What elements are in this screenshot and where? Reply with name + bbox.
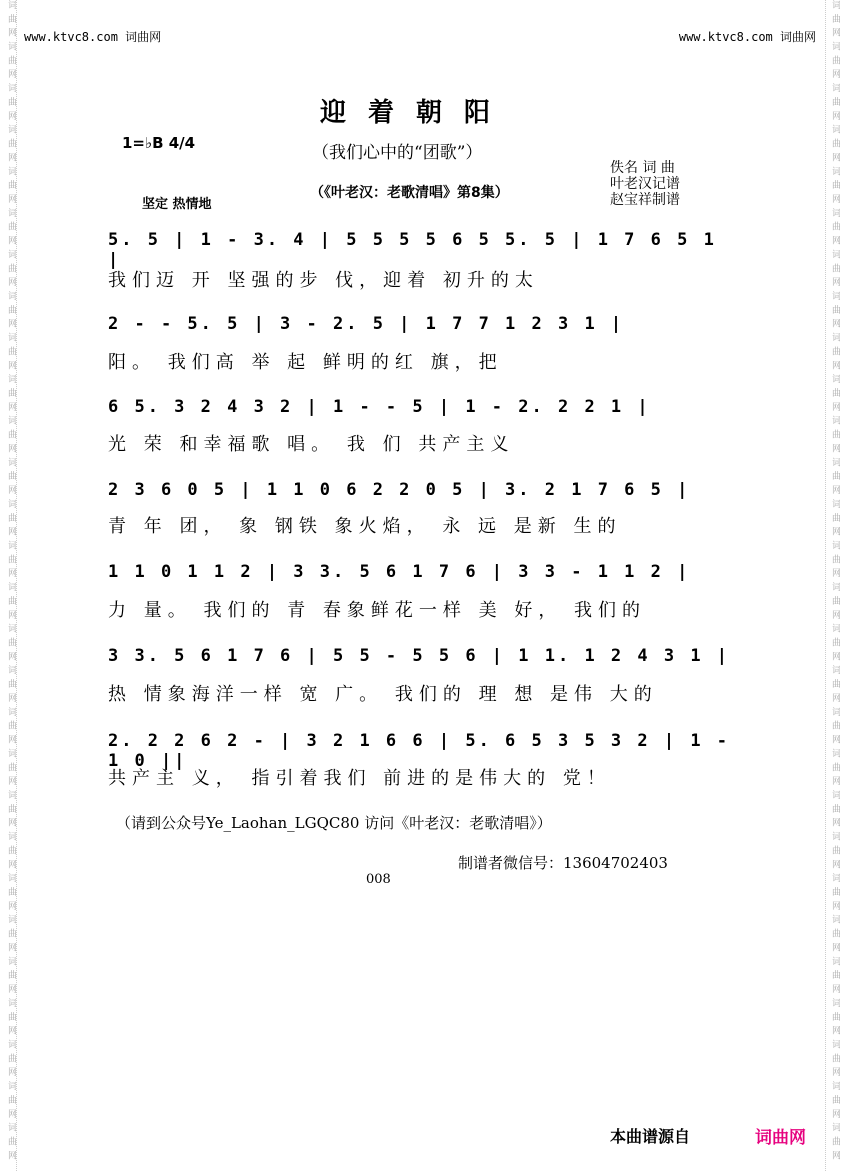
notation-row-1-notes: 5. 5 | 1 - 3. 4 | 5 5 5 5 6 5 5. 5 | 1 7 6 5 1 | (108, 230, 717, 270)
credit-engraver: 赵宝祥制谱 (610, 192, 680, 208)
notation-row-4 (108, 476, 740, 510)
notation-row-5 (108, 558, 740, 592)
notation-row-6-notes: 3 3. 5 6 1 7 6 | 5 5 - 5 5 6 | 1 1. 1 2 4 3 1 | (108, 646, 731, 666)
edge-watermark-left: 词 曲 网 词 曲 网 词 曲 网 词 曲 网 词 曲 网 词 曲 网 词 曲 网 词 曲 网 词 曲 网 词 曲 网 词 曲 网 词 曲 网 词 曲 网 词 曲 网 词 曲 网 词 曲 网 词 曲 网 词 曲 网 词 曲 网 词 曲 网 词 曲 网 词 曲 网 词 曲 网 词 曲 网 词 曲 网 词 曲 网 词 曲 网 词 曲 网 (2, 0, 17, 1171)
notation-row-1 (108, 226, 740, 270)
footer-note: （请到公众号Ye_Laohan_LGQC80 访问《叶老汉：老歌清唱》） (116, 814, 552, 832)
site-link-right[interactable]: www.ktvc8.com 词曲网 (678, 30, 816, 44)
song-title: 迎着朝阳 (320, 98, 513, 128)
lyric-row-1: 我们迈 开 坚强的步 伐，迎着 初升的太 (108, 270, 539, 291)
series-label: （《叶老汉：老歌清唱》第8集） (310, 185, 509, 201)
song-subtitle: （我们心中的“团歌”） (312, 143, 483, 163)
tempo-marking: 坚定 热情地 (142, 197, 212, 212)
source-label: 本曲谱源自 (610, 1127, 691, 1146)
notation-row-5-notes: 1 1 0 1 1 2 | 3 3. 5 6 1 7 6 | 3 3 - 1 1 2 | (108, 562, 691, 582)
credit-lyrics-music: 佚名 词 曲 (610, 160, 675, 176)
lyric-row-4: 青 年 团， 象 钢铁 象火焰， 永 远 是新 生的 (108, 516, 622, 537)
notation-row-4-notes: 2 3 6 0 5 | 1 1 0 6 2 2 0 5 | 3. 2 1 7 6 5 | (108, 480, 691, 500)
key-signature: 1=♭B 4/4 (122, 134, 196, 152)
source-brand-link[interactable]: 词曲网 (755, 1128, 806, 1148)
lyric-row-7: 共产主 义， 指引着我们 前进的是伟大的 党！ (108, 768, 611, 789)
notation-row-7-notes: 2. 2 2 6 2 - | 3 2 1 6 6 | 5. 6 5 3 5 3 2 | 1 - 1 0 || (108, 731, 731, 771)
site-link-left[interactable]: www.ktvc8.com 词曲网 (24, 30, 162, 44)
notation-row-6 (108, 642, 740, 676)
notation-row-2-notes: 2 - - 5. 5 | 3 - 2. 5 | 1 7 7 1 2 3 1 | (108, 314, 625, 334)
edge-watermark-right: 词 曲 网 词 曲 网 词 曲 网 词 曲 网 词 曲 网 词 曲 网 词 曲 网 词 曲 网 词 曲 网 词 曲 网 词 曲 网 词 曲 网 词 曲 网 词 曲 网 词 曲 网 词 曲 网 词 曲 网 词 曲 网 词 曲 网 词 曲 网 词 曲 网 词 曲 网 词 曲 网 词 曲 网 词 曲 网 词 曲 网 词 曲 网 词 曲 网 (825, 0, 840, 1171)
credit-transcriber: 叶老汉记谱 (610, 176, 680, 192)
notation-row-3-notes: 6 5. 3 2 4 3 2 | 1 - - 5 | 1 - 2. 2 2 1 | (108, 397, 651, 417)
wechat-contact: 制谱者微信号：13604702403 (458, 854, 668, 872)
lyric-row-5: 力 量。 我们的 青 春象鲜花一样 美 好， 我们的 (108, 600, 647, 621)
lyric-row-6: 热 情象海洋一样 宽 广。 我们的 理 想 是伟 大的 (108, 684, 658, 705)
lyric-row-3: 光 荣 和幸福歌 唱。 我 们 共产主义 (108, 434, 515, 455)
notation-row-7 (108, 727, 740, 771)
notation-row-3 (108, 393, 740, 427)
lyric-row-2: 阳。 我们高 举 起 鲜明的红 旗，把 (108, 352, 503, 373)
notation-row-2 (108, 310, 740, 344)
page-number: 008 (366, 872, 391, 887)
